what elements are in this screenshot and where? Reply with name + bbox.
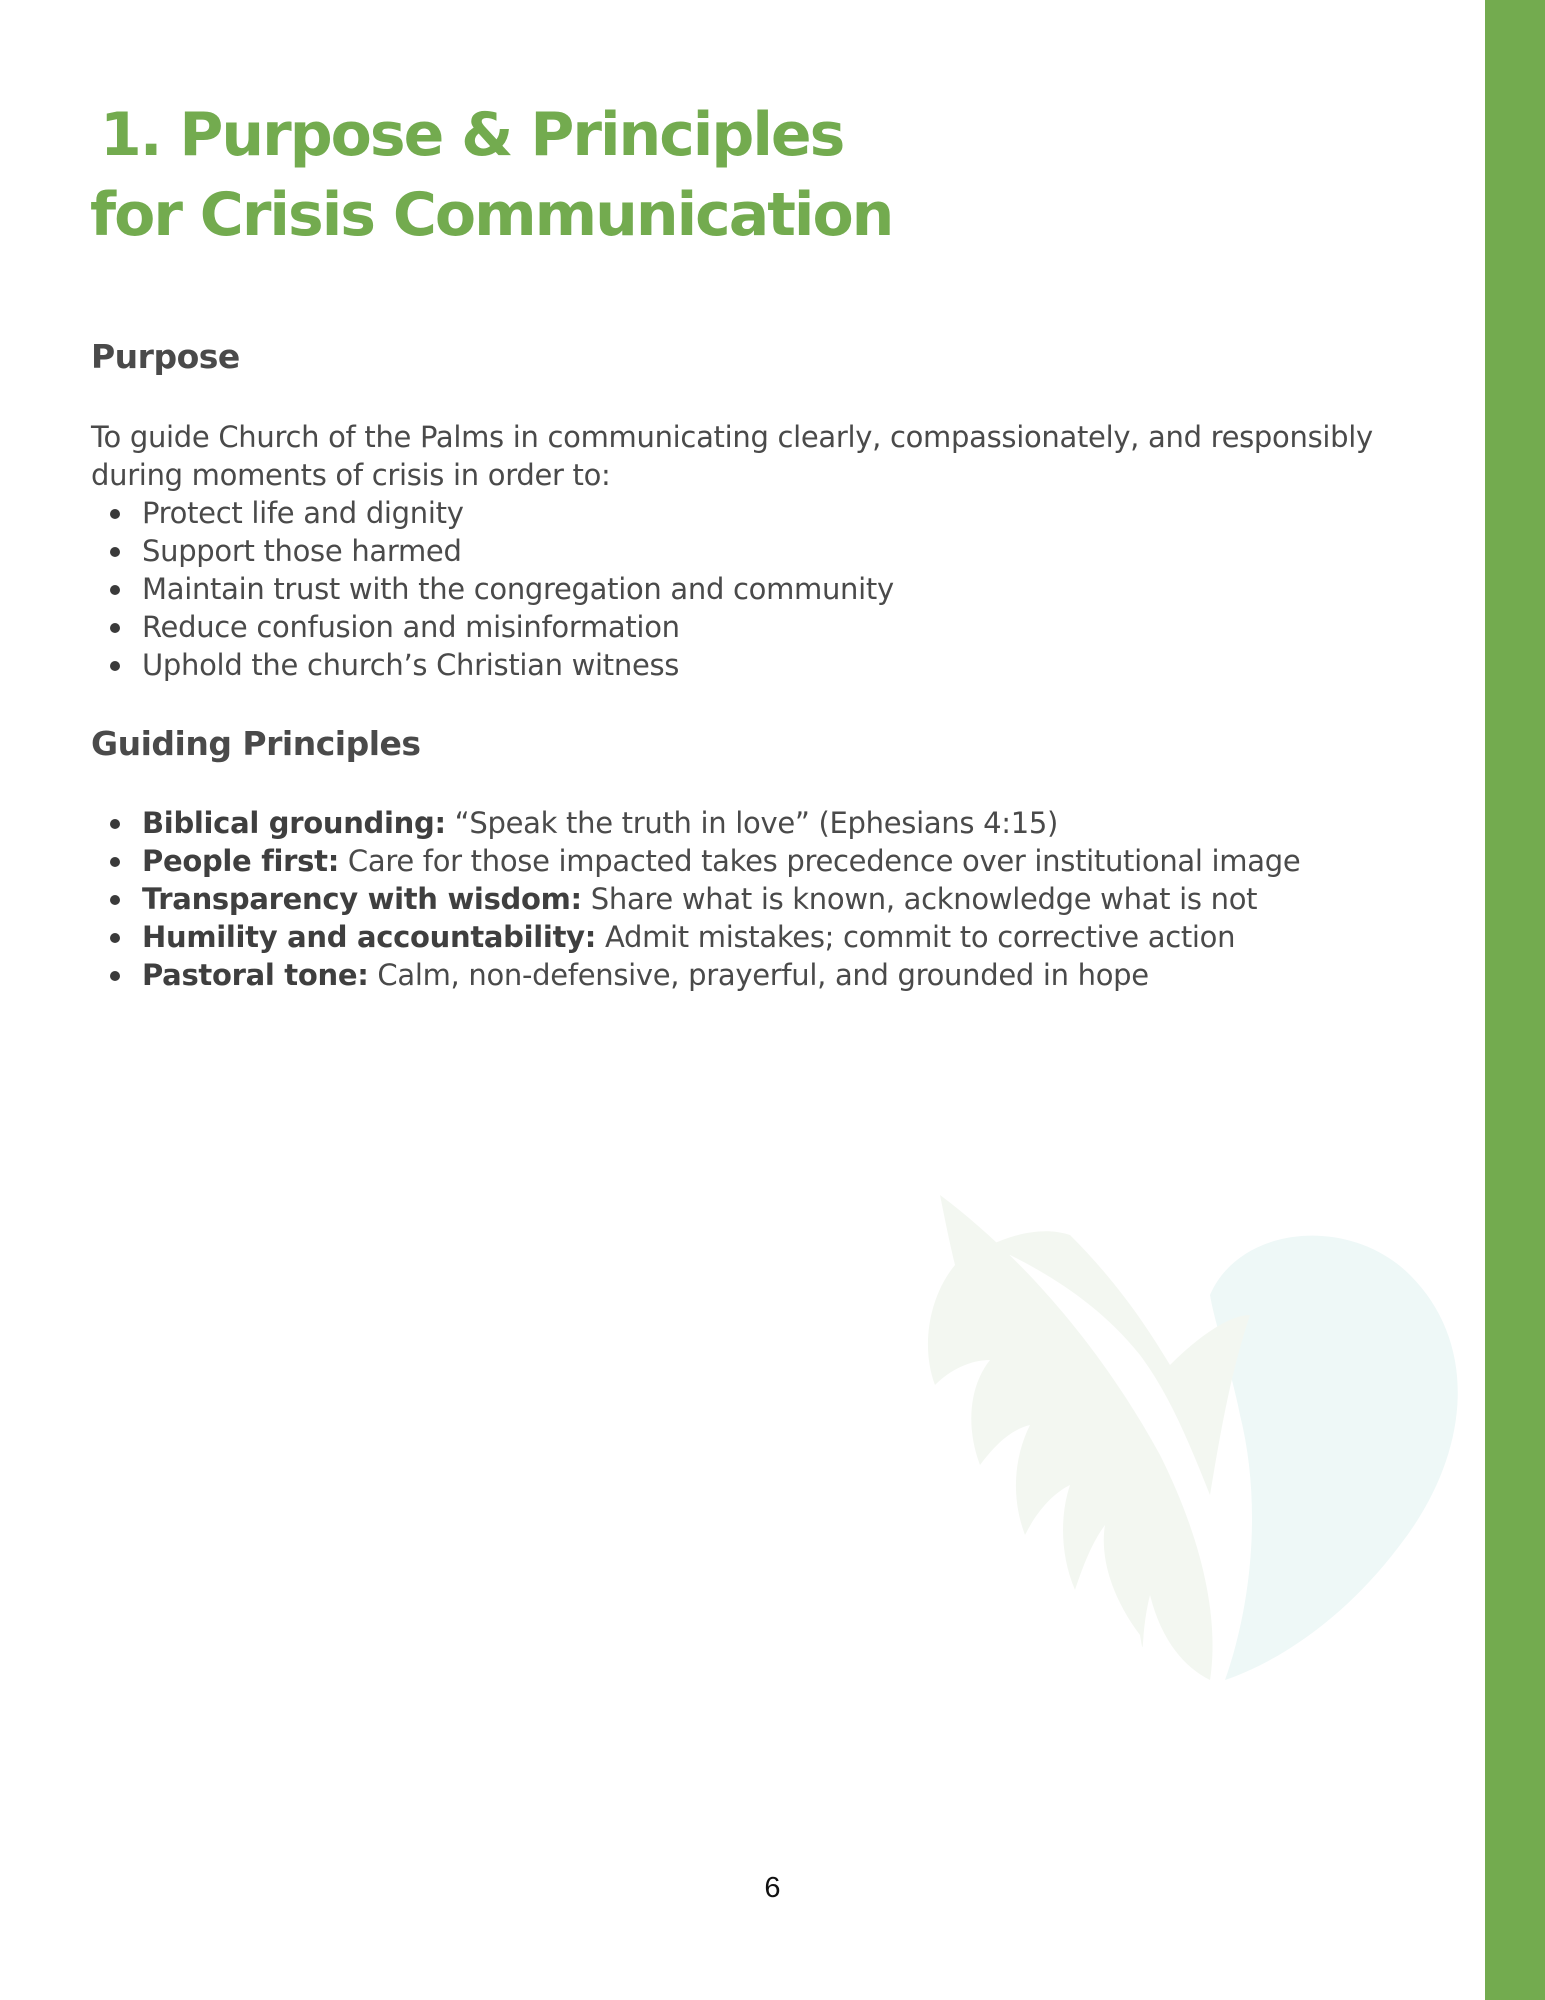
list-item: Maintain trust with the congregation and community: [91, 570, 894, 608]
guiding-principles-heading: Guiding Principles: [91, 724, 421, 763]
list-item: Protect life and dignity: [91, 494, 894, 532]
page-number: 6: [764, 1872, 781, 1904]
list-item: Support those harmed: [91, 532, 894, 570]
side-accent-bar: [1485, 0, 1545, 2000]
purpose-list: [91, 494, 894, 684]
list-item: [91, 918, 1300, 956]
principle-term: Biblical grounding:: [142, 806, 446, 840]
list-item: [91, 880, 1300, 918]
purpose-heading: Purpose: [91, 337, 240, 376]
principle-term: Humility and accountability:: [142, 920, 597, 954]
principle-text: Calm, non-defensive, prayerful, and grounded in hope: [368, 958, 1149, 992]
list-item: Uphold the church’s Christian witness: [91, 646, 894, 684]
principle-term: People first:: [142, 844, 339, 878]
purpose-intro: To guide Church of the Palms in communicating clearly, compassionately, and responsibly during moments of crisis in order to:: [91, 420, 1373, 492]
principle-text: Share what is known, acknowledge what is not: [581, 882, 1258, 916]
principle-text: Admit mistakes; commit to corrective action: [596, 920, 1236, 954]
page-title-line-1: 1. Purpose & Principles: [100, 100, 844, 170]
list-item: [91, 842, 1300, 880]
palm-leaf-heart-logo-icon: [910, 1195, 1480, 1695]
page-title: [90, 95, 892, 255]
list-item: [91, 804, 1300, 842]
principle-term: Transparency with wisdom:: [142, 882, 582, 916]
heart-shape: [1210, 1236, 1458, 1680]
page-title-line-2: for Crisis Communication: [90, 180, 893, 250]
principle-text: Care for those impacted takes precedence over institutional image: [339, 844, 1301, 878]
guiding-principles-list: [91, 804, 1300, 994]
principle-text: “Speak the truth in love” (Ephesians 4:15): [445, 806, 1059, 840]
list-item: Reduce confusion and misinformation: [91, 608, 894, 646]
principle-term: Pastoral tone:: [142, 958, 369, 992]
list-item: [91, 956, 1300, 994]
